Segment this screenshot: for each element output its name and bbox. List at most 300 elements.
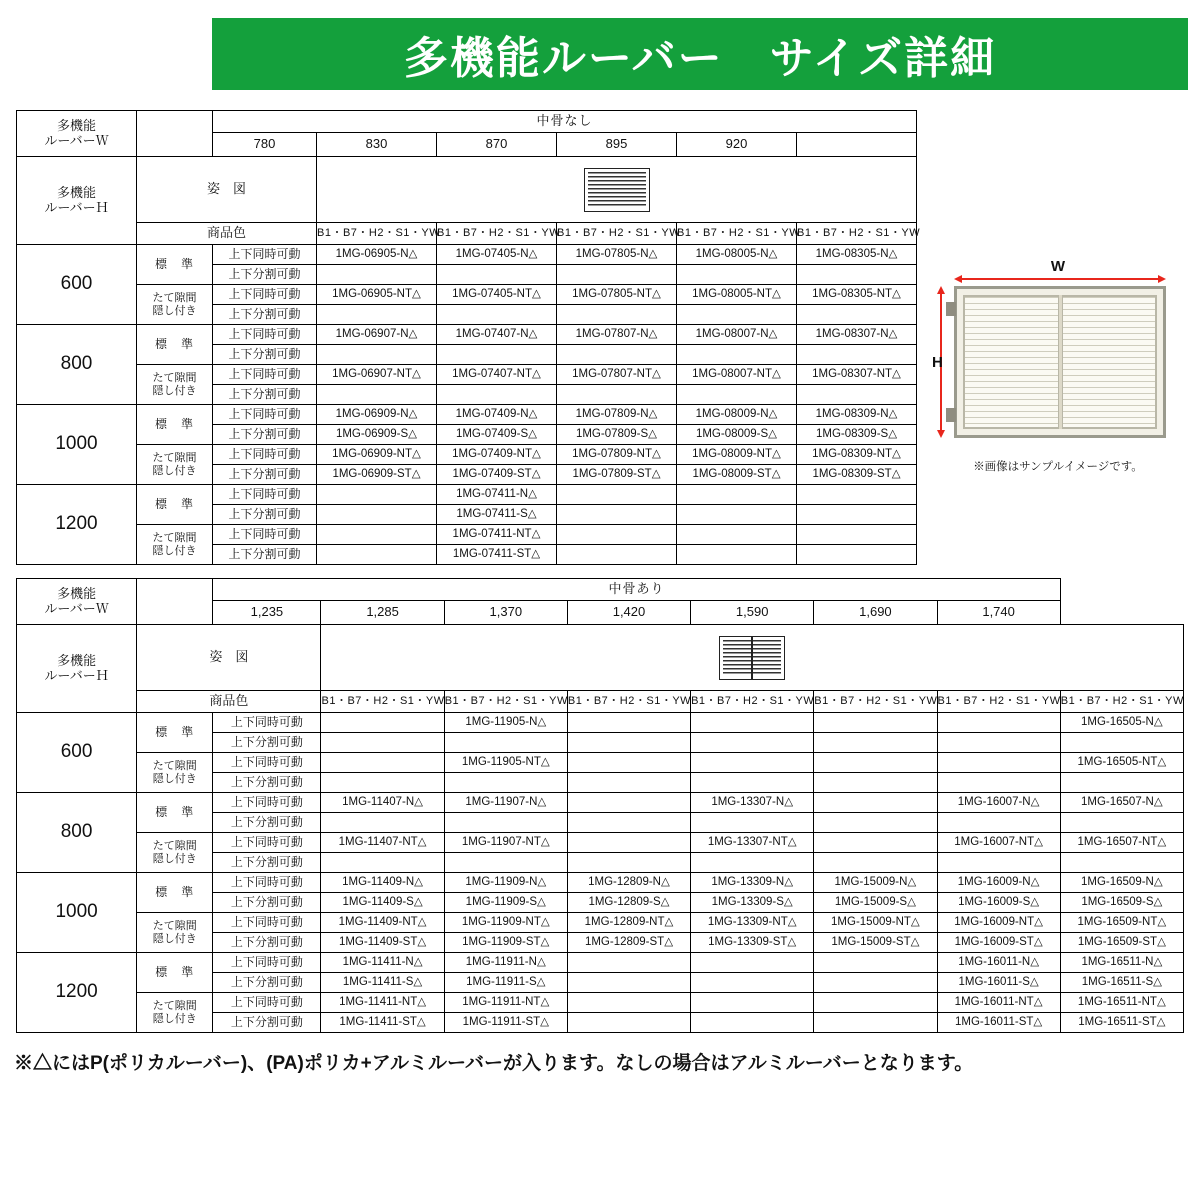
width-dimension-arrow-icon (954, 274, 1166, 284)
t1-1200-std-split-0 (317, 505, 437, 525)
type-standard-1200: 標 準 (137, 485, 213, 525)
t1-800-hid-split-4 (797, 385, 917, 405)
t2-1200-hid-sync-4 (814, 993, 937, 1013)
t1-800-std-sync-2: 1MG-07807-N△ (557, 325, 677, 345)
mode2-sync-600-h: 上下同時可動 (213, 753, 321, 773)
mode-split-1000: 上下分割可動 (213, 425, 317, 445)
t2-600-hid-sync-5 (937, 753, 1060, 773)
t2-600-std-sync-6: 1MG-16505-N△ (1060, 713, 1183, 733)
h-header-line1: 多機能 (56, 185, 96, 201)
h-header-label-2 (17, 625, 137, 713)
width-dimension-label: W (1050, 258, 1066, 275)
t2-1200-std-sync-4 (814, 953, 937, 973)
t2-800-hid-sync-5: 1MG-16007-NT△ (937, 833, 1060, 853)
h-header-line2: ルーバーＨ (44, 199, 109, 215)
t1-800-hid-split-1 (437, 385, 557, 405)
t1-1200-hid-split-3 (677, 545, 797, 565)
type2-hidden-600 (137, 753, 213, 793)
w-header-line1: 多機能 (56, 118, 96, 134)
t2-800-hid-sync-1: 1MG-11907-NT△ (444, 833, 567, 853)
t1-600-std-sync-1: 1MG-07405-N△ (437, 245, 557, 265)
t1-600-hid-split-3 (677, 305, 797, 325)
hidden2-line1-600: たて隙間 (152, 760, 197, 773)
t2-800-std-split-3 (691, 813, 814, 833)
t1-800-std-sync-1: 1MG-07407-N△ (437, 325, 557, 345)
type2-standard-1000: 標 準 (137, 873, 213, 913)
type-hidden-600 (137, 285, 213, 325)
hidden2-line2-800: 隠し付き (152, 852, 197, 865)
t1-800-std-split-4 (797, 345, 917, 365)
t1-800-hid-sync-0: 1MG-06907-NT△ (317, 365, 437, 385)
t2-800-std-split-0 (321, 813, 444, 833)
t2-1200-hid-split-3 (691, 1013, 814, 1033)
t2-600-std-split-0 (321, 733, 444, 753)
t2-1200-hid-sync-6: 1MG-16511-NT△ (1060, 993, 1183, 1013)
mode-split-1200: 上下分割可動 (213, 505, 317, 525)
t2-1000-std-split-3: 1MG-13309-S△ (691, 893, 814, 913)
mode2-split-600: 上下分割可動 (213, 733, 321, 753)
t2-600-hid-sync-3 (691, 753, 814, 773)
page-banner (212, 18, 1188, 90)
t2-600-hid-split-6 (1060, 773, 1183, 793)
color2-values-2: B1・B7・H2・S1・YW (567, 691, 690, 713)
type2-hidden-1200 (137, 993, 213, 1033)
mode2-sync-1200-h: 上下同時可動 (213, 993, 321, 1013)
t2-1200-hid-sync-2 (567, 993, 690, 1013)
t2-1000-hid-sync-4: 1MG-15009-NT△ (814, 913, 937, 933)
type2-standard-1200: 標 準 (137, 953, 213, 993)
mode2-sync-600: 上下同時可動 (213, 713, 321, 733)
t1-600-hid-sync-2: 1MG-07805-NT△ (557, 285, 677, 305)
mode2-split-1000: 上下分割可動 (213, 893, 321, 913)
t1-1200-hid-sync-4 (797, 525, 917, 545)
type-standard-600: 標 準 (137, 245, 213, 285)
t2-600-hid-sync-0 (321, 753, 444, 773)
t2-1000-hid-sync-2: 1MG-12809-NT△ (567, 913, 690, 933)
louver-mullion-thumbnail-icon (719, 636, 785, 680)
t2-1200-std-sync-0: 1MG-11411-N△ (321, 953, 444, 973)
t1-600-hid-split-2 (557, 305, 677, 325)
t2-800-std-sync-0: 1MG-11407-N△ (321, 793, 444, 813)
mode-split-600: 上下分割可動 (213, 265, 317, 285)
color2-values-3: B1・B7・H2・S1・YW (691, 691, 814, 713)
t2-600-std-split-5 (937, 733, 1060, 753)
h-header-label (17, 157, 137, 245)
t1-1000-hid-split-0: 1MG-06909-ST△ (317, 465, 437, 485)
color-label: 商品色 (137, 223, 317, 245)
t2-1200-hid-sync-1: 1MG-11911-NT△ (444, 993, 567, 1013)
t2-600-hid-split-2 (567, 773, 690, 793)
t1-1200-std-split-2 (557, 505, 677, 525)
t2-1200-std-split-6: 1MG-16511-S△ (1060, 973, 1183, 993)
t1-600-hid-sync-4: 1MG-08305-NT△ (797, 285, 917, 305)
t2-600-hid-sync-6: 1MG-16505-NT△ (1060, 753, 1183, 773)
width-col-1: 830 (317, 133, 437, 157)
t2-1000-std-sync-4: 1MG-15009-N△ (814, 873, 937, 893)
mode-split-1200-h: 上下分割可動 (213, 545, 317, 565)
t2-1000-hid-split-6: 1MG-16509-ST△ (1060, 933, 1183, 953)
mode-split-1000-h: 上下分割可動 (213, 465, 317, 485)
mode-sync-1000-h: 上下同時可動 (213, 445, 317, 465)
color2-values-6: B1・B7・H2・S1・YW (1060, 691, 1183, 713)
t1-1200-std-sync-2 (557, 485, 677, 505)
hidden2-line2-1200: 隠し付き (152, 1012, 197, 1025)
t2-1000-hid-split-2: 1MG-12809-ST△ (567, 933, 690, 953)
t1-1200-hid-split-2 (557, 545, 677, 565)
color-values-4: B1・B7・H2・S1・YW (797, 223, 917, 245)
t1-1000-std-sync-3: 1MG-08009-N△ (677, 405, 797, 425)
t1-800-hid-sync-3: 1MG-08007-NT△ (677, 365, 797, 385)
mode2-sync-800: 上下同時可動 (213, 793, 321, 813)
t2-800-std-sync-4 (814, 793, 937, 813)
t1-800-hid-split-0 (317, 385, 437, 405)
mode2-split-1200-h: 上下分割可動 (213, 1013, 321, 1033)
t2-1000-std-sync-2: 1MG-12809-N△ (567, 873, 690, 893)
footnote-text: ※△にはP(ポリカルーバー)、(PA)ポリカ+アルミルーバーが入ります。なしの場合はアルミルーバーとなります。 (14, 1053, 974, 1074)
t1-1000-std-sync-1: 1MG-07409-N△ (437, 405, 557, 425)
t2-600-hid-split-4 (814, 773, 937, 793)
product-illustration (930, 258, 1186, 488)
t1-600-std-sync-2: 1MG-07805-N△ (557, 245, 677, 265)
w-header-label-2 (17, 579, 137, 625)
t2-1200-std-sync-5: 1MG-16011-N△ (937, 953, 1060, 973)
color2-values-0: B1・B7・H2・S1・YW (321, 691, 444, 713)
t2-1200-std-split-3 (691, 973, 814, 993)
shape-label-2: 姿 図 (137, 625, 321, 691)
t1-1200-std-sync-3 (677, 485, 797, 505)
t1-1000-hid-split-3: 1MG-08009-ST△ (677, 465, 797, 485)
mode-sync-1200-h: 上下同時可動 (213, 525, 317, 545)
t1-600-hid-sync-1: 1MG-07405-NT△ (437, 285, 557, 305)
t2-1200-std-split-4 (814, 973, 937, 993)
t2-600-std-split-6 (1060, 733, 1183, 753)
louver-thumbnail-icon (584, 168, 650, 212)
color-label-2: 商品色 (137, 691, 321, 713)
mode-split-800: 上下分割可動 (213, 345, 317, 365)
t2-800-hid-split-2 (567, 853, 690, 873)
group-header-no-mullion: 中骨なし (213, 111, 917, 133)
type2-standard-800: 標 準 (137, 793, 213, 833)
t1-1000-std-split-3: 1MG-08009-S△ (677, 425, 797, 445)
t1-600-std-sync-4: 1MG-08305-N△ (797, 245, 917, 265)
t1-1000-std-split-1: 1MG-07409-S△ (437, 425, 557, 445)
mode-sync-800-h: 上下同時可動 (213, 365, 317, 385)
t2-600-std-split-3 (691, 733, 814, 753)
type-standard-800: 標 準 (137, 325, 213, 365)
t2-1200-hid-split-0: 1MG-11411-ST△ (321, 1013, 444, 1033)
color-values-0: B1・B7・H2・S1・YW (317, 223, 437, 245)
t2-1000-hid-split-0: 1MG-11409-ST△ (321, 933, 444, 953)
t2-800-hid-split-3 (691, 853, 814, 873)
t2-1000-std-split-4: 1MG-15009-S△ (814, 893, 937, 913)
t1-600-hid-split-4 (797, 305, 917, 325)
shape-figure-cell-2 (321, 625, 1184, 691)
t2-1000-std-split-0: 1MG-11409-S△ (321, 893, 444, 913)
height-value-1000: 1000 (17, 405, 137, 485)
t1-1000-hid-sync-4: 1MG-08309-NT△ (797, 445, 917, 465)
t1-600-std-split-1 (437, 265, 557, 285)
t2-1000-std-sync-5: 1MG-16009-N△ (937, 873, 1060, 893)
t2-600-std-split-4 (814, 733, 937, 753)
t1-600-std-split-4 (797, 265, 917, 285)
hidden2-line1-1200: たて隙間 (152, 1000, 197, 1013)
t2-800-std-split-6 (1060, 813, 1183, 833)
t1-1000-std-sync-4: 1MG-08309-N△ (797, 405, 917, 425)
page-title: 多機能ルーバー サイズ詳細 (403, 34, 997, 83)
spacer-cell-2 (137, 579, 213, 625)
t2-800-hid-split-6 (1060, 853, 1183, 873)
mode2-sync-1000-h: 上下同時可動 (213, 913, 321, 933)
t2-1200-hid-sync-3 (691, 993, 814, 1013)
t2-800-std-split-4 (814, 813, 937, 833)
type-hidden-1000 (137, 445, 213, 485)
t2-1200-std-split-5: 1MG-16011-S△ (937, 973, 1060, 993)
t1-800-hid-split-2 (557, 385, 677, 405)
hidden-line2-1000: 隠し付き (152, 464, 197, 477)
t1-1200-hid-split-1: 1MG-07411-ST△ (437, 545, 557, 565)
mode2-sync-1000: 上下同時可動 (213, 873, 321, 893)
hidden-line1-800: たて隙間 (152, 372, 197, 385)
t2-600-std-sync-4 (814, 713, 937, 733)
t2-600-hid-split-0 (321, 773, 444, 793)
height2-value-600: 600 (17, 713, 137, 793)
t2-1200-hid-sync-5: 1MG-16011-NT△ (937, 993, 1060, 1013)
width2-col-2: 1,370 (444, 601, 567, 625)
hidden-line2-800: 隠し付き (152, 384, 197, 397)
w-header2-line2: ルーバーＷ (44, 600, 109, 616)
width-col-2: 870 (437, 133, 557, 157)
w-header-line2: ルーバーＷ (44, 132, 109, 148)
type2-hidden-1000 (137, 913, 213, 953)
t2-600-std-split-2 (567, 733, 690, 753)
t2-800-hid-split-5 (937, 853, 1060, 873)
t1-600-std-split-0 (317, 265, 437, 285)
width-col-3: 895 (557, 133, 677, 157)
t1-600-std-sync-0: 1MG-06905-N△ (317, 245, 437, 265)
t2-1000-hid-split-1: 1MG-11909-ST△ (444, 933, 567, 953)
mode2-sync-800-h: 上下同時可動 (213, 833, 321, 853)
t1-600-hid-sync-3: 1MG-08005-NT△ (677, 285, 797, 305)
t1-1200-hid-split-0 (317, 545, 437, 565)
t1-600-std-sync-3: 1MG-08005-N△ (677, 245, 797, 265)
t2-800-std-split-5 (937, 813, 1060, 833)
mode2-split-1000-h: 上下分割可動 (213, 933, 321, 953)
t2-800-hid-sync-6: 1MG-16507-NT△ (1060, 833, 1183, 853)
t2-1200-hid-split-4 (814, 1013, 937, 1033)
type2-standard-600: 標 準 (137, 713, 213, 753)
t1-1200-hid-split-4 (797, 545, 917, 565)
t2-1200-std-sync-3 (691, 953, 814, 973)
t2-1000-std-sync-0: 1MG-11409-N△ (321, 873, 444, 893)
t2-1000-std-split-6: 1MG-16509-S△ (1060, 893, 1183, 913)
t2-1200-hid-split-6: 1MG-16511-ST△ (1060, 1013, 1183, 1033)
t1-800-hid-split-3 (677, 385, 797, 405)
t2-1000-hid-sync-5: 1MG-16009-NT△ (937, 913, 1060, 933)
w-header2-line1: 多機能 (57, 586, 97, 602)
hidden-line1-1000: たて隙間 (152, 452, 197, 465)
t1-800-std-sync-3: 1MG-08007-N△ (677, 325, 797, 345)
mode2-sync-1200: 上下同時可動 (213, 953, 321, 973)
color2-values-4: B1・B7・H2・S1・YW (814, 691, 937, 713)
mode-sync-1200: 上下同時可動 (213, 485, 317, 505)
type-hidden-800 (137, 365, 213, 405)
t2-800-std-sync-3: 1MG-13307-N△ (691, 793, 814, 813)
h-header2-line2: ルーバーＨ (44, 667, 109, 683)
t2-600-hid-sync-1: 1MG-11905-NT△ (444, 753, 567, 773)
hinge-bottom-icon (946, 408, 956, 422)
t2-1200-std-sync-1: 1MG-11911-N△ (444, 953, 567, 973)
shape-figure-cell (317, 157, 917, 223)
t2-600-std-sync-2 (567, 713, 690, 733)
t2-1200-hid-split-5: 1MG-16011-ST△ (937, 1013, 1060, 1033)
t2-600-std-sync-5 (937, 713, 1060, 733)
t2-600-std-sync-0 (321, 713, 444, 733)
t2-800-std-sync-5: 1MG-16007-N△ (937, 793, 1060, 813)
width2-col-1: 1,285 (321, 601, 444, 625)
hidden-line2-1200: 隠し付き (152, 544, 197, 557)
t2-600-hid-sync-2 (567, 753, 690, 773)
type-standard-1000: 標 準 (137, 405, 213, 445)
shape-label: 姿 図 (137, 157, 317, 223)
t1-800-hid-sync-4: 1MG-08307-NT△ (797, 365, 917, 385)
group-header-with-mullion: 中骨あり (213, 579, 1060, 601)
t1-1200-std-split-1: 1MG-07411-S△ (437, 505, 557, 525)
t1-800-hid-sync-1: 1MG-07407-NT△ (437, 365, 557, 385)
t1-1000-hid-split-1: 1MG-07409-ST△ (437, 465, 557, 485)
t1-1200-std-sync-1: 1MG-07411-N△ (437, 485, 557, 505)
t1-1200-std-sync-4 (797, 485, 917, 505)
w-header-label (17, 111, 137, 157)
width2-col-4: 1,590 (691, 601, 814, 625)
t1-1200-hid-sync-2 (557, 525, 677, 545)
t2-800-hid-sync-0: 1MG-11407-NT△ (321, 833, 444, 853)
mode-sync-1000: 上下同時可動 (213, 405, 317, 425)
image-sample-note: ※画像はサンプルイメージです。 (973, 461, 1143, 473)
mode-sync-600-h: 上下同時可動 (213, 285, 317, 305)
hinge-top-icon (946, 302, 956, 316)
t1-1000-hid-split-2: 1MG-07809-ST△ (557, 465, 677, 485)
height2-value-1200: 1200 (17, 953, 137, 1033)
size-table-with-mullion (16, 578, 1184, 1033)
t1-1000-hid-sync-1: 1MG-07409-NT△ (437, 445, 557, 465)
t2-600-std-split-1 (444, 733, 567, 753)
mode2-split-1200: 上下分割可動 (213, 973, 321, 993)
hidden2-line1-1000: たて隙間 (152, 920, 197, 933)
t1-1200-hid-sync-1: 1MG-07411-NT△ (437, 525, 557, 545)
t1-1200-std-split-4 (797, 505, 917, 525)
t2-800-hid-split-1 (444, 853, 567, 873)
t2-1200-hid-split-1: 1MG-11911-ST△ (444, 1013, 567, 1033)
t2-1200-std-split-2 (567, 973, 690, 993)
t1-1000-hid-split-4: 1MG-08309-ST△ (797, 465, 917, 485)
t2-1200-hid-split-2 (567, 1013, 690, 1033)
t1-600-std-split-2 (557, 265, 677, 285)
height-value-800: 800 (17, 325, 137, 405)
t2-1000-std-sync-1: 1MG-11909-N△ (444, 873, 567, 893)
t1-600-hid-split-1 (437, 305, 557, 325)
t1-800-hid-sync-2: 1MG-07807-NT△ (557, 365, 677, 385)
t2-600-hid-split-3 (691, 773, 814, 793)
height-dimension-label: H (932, 354, 943, 371)
width-col-0: 780 (213, 133, 317, 157)
hidden2-line2-1000: 隠し付き (152, 932, 197, 945)
size-table-no-mullion (16, 110, 921, 565)
t1-800-std-sync-0: 1MG-06907-N△ (317, 325, 437, 345)
spacer-cell (137, 111, 213, 157)
t1-1200-hid-sync-3 (677, 525, 797, 545)
t2-600-std-sync-1: 1MG-11905-N△ (444, 713, 567, 733)
t2-1200-std-sync-2 (567, 953, 690, 973)
t2-800-hid-split-0 (321, 853, 444, 873)
t1-600-hid-split-0 (317, 305, 437, 325)
louver-product-image (954, 286, 1166, 438)
t2-800-std-sync-2 (567, 793, 690, 813)
t2-800-std-split-1 (444, 813, 567, 833)
t2-1000-hid-sync-3: 1MG-13309-NT△ (691, 913, 814, 933)
t2-1000-hid-split-3: 1MG-13309-ST△ (691, 933, 814, 953)
t2-1000-std-split-1: 1MG-11909-S△ (444, 893, 567, 913)
width2-col-3: 1,420 (567, 601, 690, 625)
hidden-line1-600: たて隙間 (152, 292, 197, 305)
t2-1000-std-split-2: 1MG-12809-S△ (567, 893, 690, 913)
t1-600-std-split-3 (677, 265, 797, 285)
color2-values-5: B1・B7・H2・S1・YW (937, 691, 1060, 713)
mode2-split-800-h: 上下分割可動 (213, 853, 321, 873)
t1-1000-std-split-2: 1MG-07809-S△ (557, 425, 677, 445)
type2-hidden-800 (137, 833, 213, 873)
width2-col-0: 1,235 (213, 601, 321, 625)
mode-split-800-h: 上下分割可動 (213, 385, 317, 405)
t2-800-hid-split-4 (814, 853, 937, 873)
t2-600-hid-sync-4 (814, 753, 937, 773)
mode-split-600-h: 上下分割可動 (213, 305, 317, 325)
t1-1000-std-sync-0: 1MG-06909-N△ (317, 405, 437, 425)
mode2-split-600-h: 上下分割可動 (213, 773, 321, 793)
t1-800-std-sync-4: 1MG-08307-N△ (797, 325, 917, 345)
color2-values-1: B1・B7・H2・S1・YW (444, 691, 567, 713)
color-values-1: B1・B7・H2・S1・YW (437, 223, 557, 245)
t1-800-std-split-2 (557, 345, 677, 365)
t2-1000-hid-sync-1: 1MG-11909-NT△ (444, 913, 567, 933)
t2-600-hid-split-1 (444, 773, 567, 793)
t2-1000-hid-split-4: 1MG-15009-ST△ (814, 933, 937, 953)
t2-800-std-sync-1: 1MG-11907-N△ (444, 793, 567, 813)
t2-1000-std-sync-6: 1MG-16509-N△ (1060, 873, 1183, 893)
height-value-1200: 1200 (17, 485, 137, 565)
t1-1200-std-sync-0 (317, 485, 437, 505)
t2-1000-std-sync-3: 1MG-13309-N△ (691, 873, 814, 893)
louver-mullion (1058, 295, 1063, 429)
type-hidden-1200 (137, 525, 213, 565)
hidden-line1-1200: たて隙間 (152, 532, 197, 545)
mode2-split-800: 上下分割可動 (213, 813, 321, 833)
t1-1000-hid-sync-2: 1MG-07809-NT△ (557, 445, 677, 465)
t1-800-std-split-3 (677, 345, 797, 365)
width2-col-5: 1,690 (814, 601, 937, 625)
hidden2-line2-600: 隠し付き (152, 772, 197, 785)
width-col-4: 920 (677, 133, 797, 157)
hidden2-line1-800: たて隙間 (152, 840, 197, 853)
t2-1000-std-split-5: 1MG-16009-S△ (937, 893, 1060, 913)
t1-800-std-split-0 (317, 345, 437, 365)
t2-1000-hid-split-5: 1MG-16009-ST△ (937, 933, 1060, 953)
t2-1200-hid-sync-0: 1MG-11411-NT△ (321, 993, 444, 1013)
t1-1000-std-split-4: 1MG-08309-S△ (797, 425, 917, 445)
color-values-2: B1・B7・H2・S1・YW (557, 223, 677, 245)
width-col-blank (797, 133, 917, 157)
t2-1200-std-sync-6: 1MG-16511-N△ (1060, 953, 1183, 973)
t2-1000-hid-sync-6: 1MG-16509-NT△ (1060, 913, 1183, 933)
